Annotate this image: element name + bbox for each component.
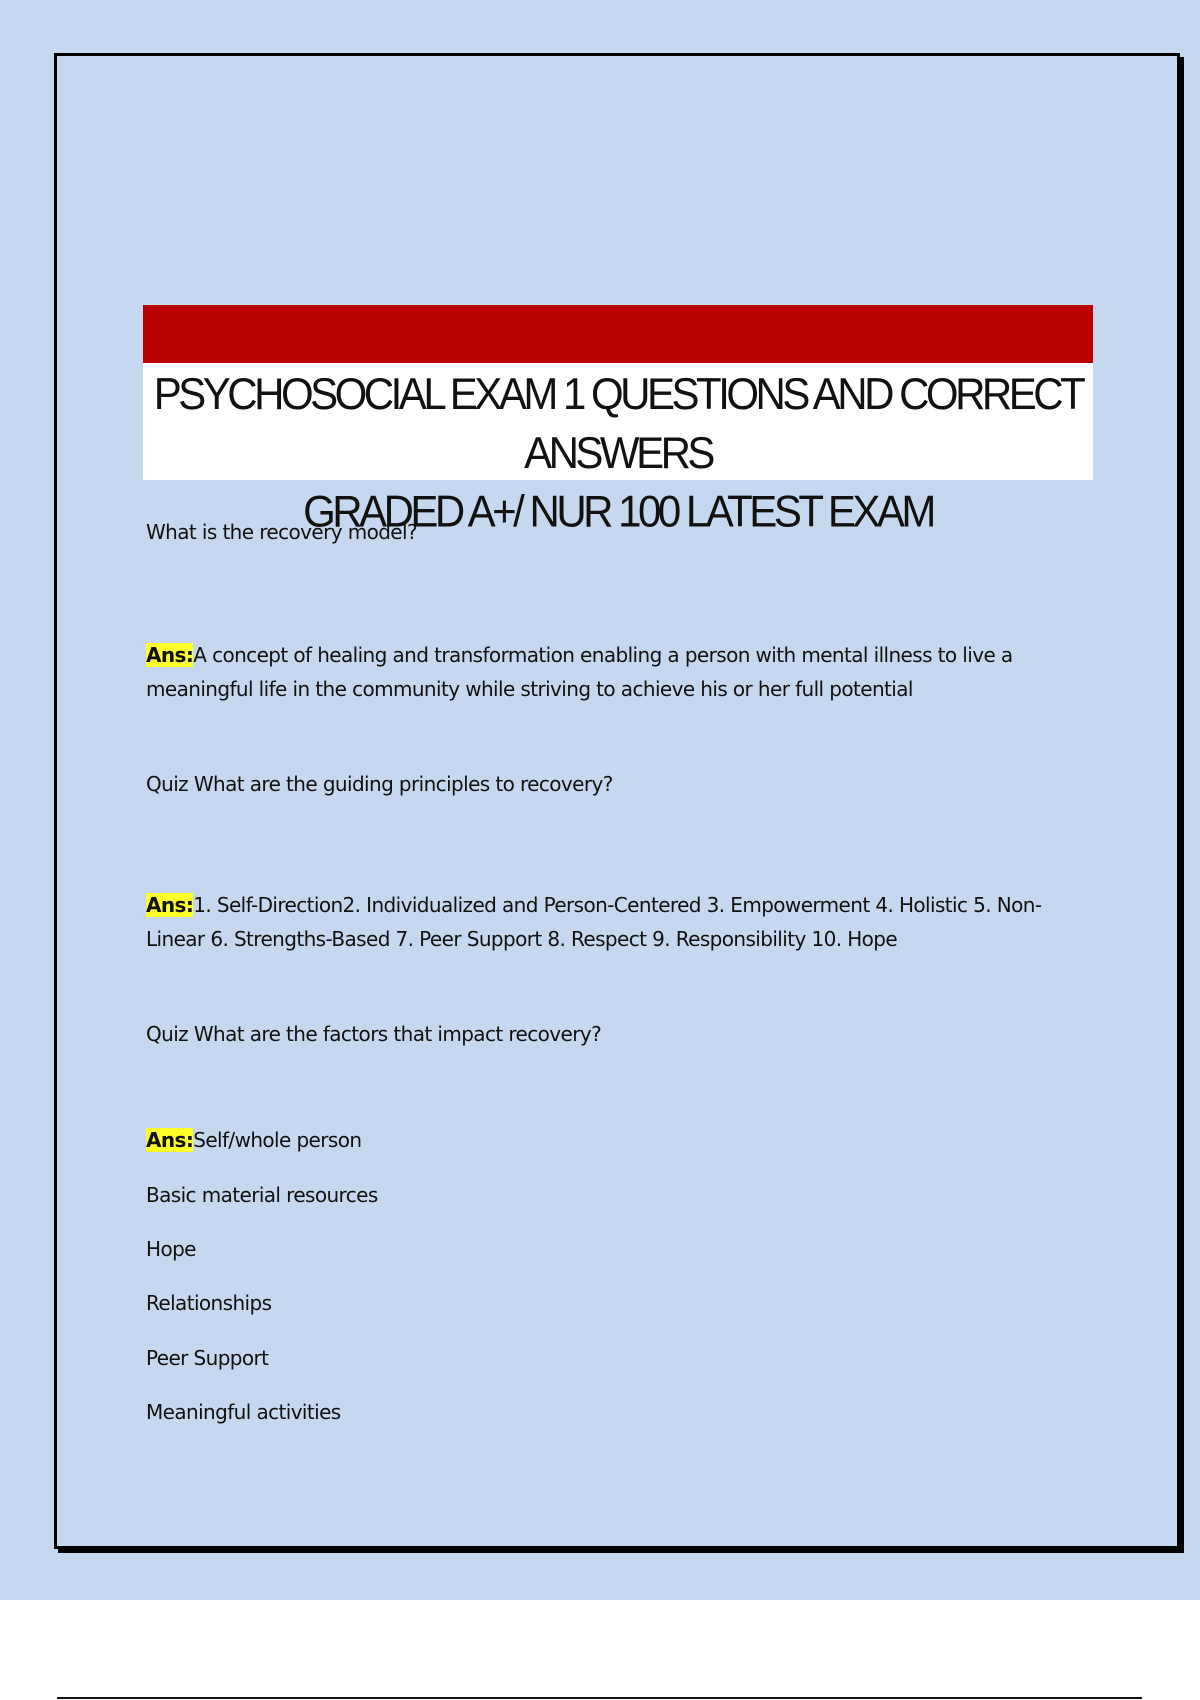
title-line-2: GRADED A+/ NUR 100 LATEST EXAM bbox=[303, 486, 933, 537]
page-border-frame bbox=[54, 53, 1180, 1549]
answer-label: Ans: bbox=[146, 1128, 194, 1152]
factor-item: Hope bbox=[146, 1237, 196, 1261]
answer-3 bbox=[146, 1128, 361, 1152]
question-3: Quiz What are the factors that impact recovery? bbox=[146, 1022, 602, 1046]
factor-item: Meaningful activities bbox=[146, 1400, 341, 1424]
factor-item: Basic material resources bbox=[146, 1183, 378, 1207]
title-line-1: PSYCHOSOCIAL EXAM 1 QUESTIONS AND CORRECT ANSWERS bbox=[153, 369, 1083, 478]
answer-2 bbox=[146, 888, 1086, 956]
question-1: What is the recovery model? bbox=[146, 520, 417, 544]
answer-3-text: Self/whole person bbox=[193, 1128, 362, 1152]
factor-item: Peer Support bbox=[146, 1346, 269, 1370]
document-title bbox=[143, 359, 1093, 542]
answer-2-text: 1. Self-Direction2. Individualized and Person-Centered 3. Empowerment 4. Holistic 5. Non-Linear 6. Strengths-Based 7. Peer Support 8. Respect 9. Responsibility 10. Hope bbox=[146, 893, 1042, 951]
answer-1 bbox=[146, 638, 1086, 706]
title-red-bar bbox=[143, 305, 1093, 363]
answer-1-text: A concept of healing and transformation enabling a person with mental illness to live a meaningful life in the community while striving to achieve his or her full potential bbox=[146, 643, 1013, 701]
question-2: Quiz What are the guiding principles to recovery? bbox=[146, 772, 613, 796]
footer-rule bbox=[57, 1697, 1142, 1699]
factor-item: Relationships bbox=[146, 1291, 272, 1315]
answer-label: Ans: bbox=[146, 893, 194, 917]
answer-label: Ans: bbox=[146, 643, 194, 667]
